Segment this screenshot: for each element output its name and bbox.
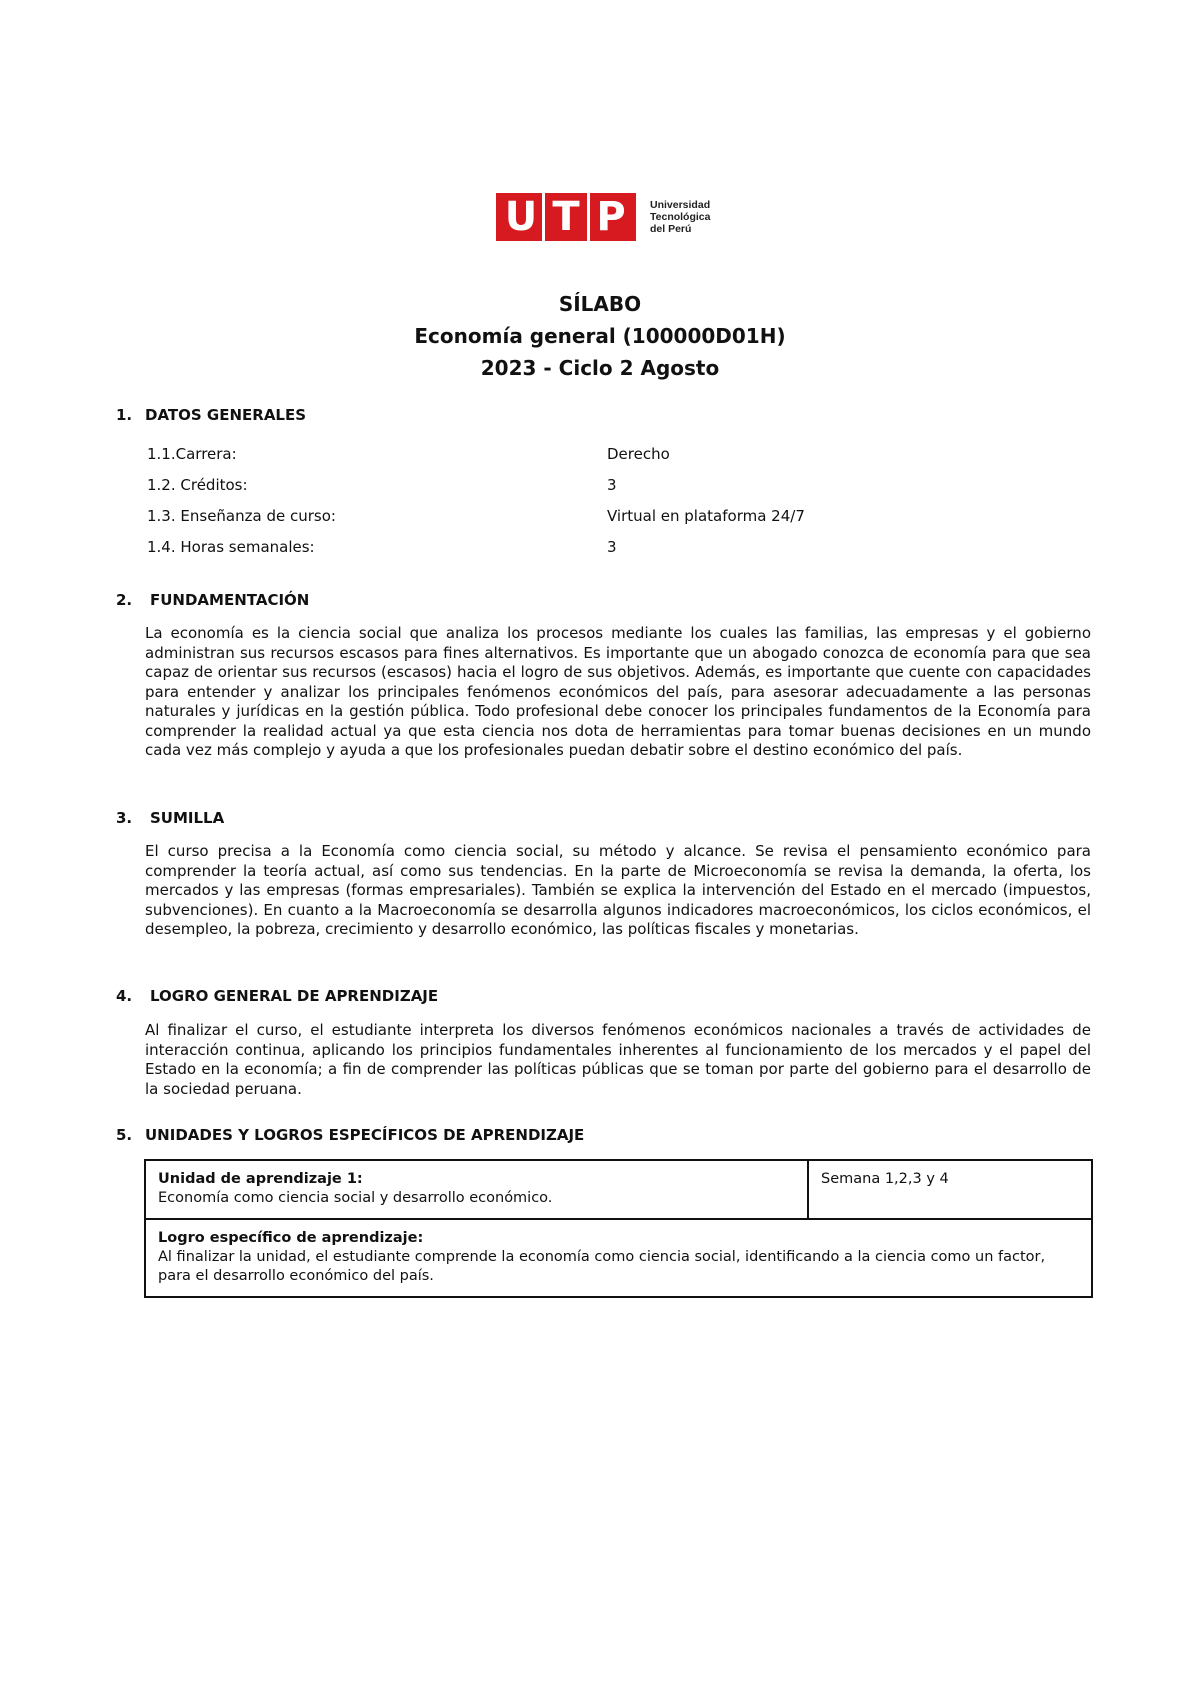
- document-title: SÍLABO: [558, 292, 642, 316]
- section-heading-datos: 1. DATOS GENERALES: [116, 406, 307, 424]
- data-row-carrera: 1.1.Carrera: Derecho: [147, 445, 670, 463]
- course-title: Economía general (100000D01H): [414, 324, 786, 348]
- period-title: 2023 - Ciclo 2 Agosto: [480, 356, 720, 380]
- logo-letter-p: P: [596, 194, 626, 240]
- logro-label: Logro específico de aprendizaje:: [158, 1230, 424, 1246]
- logo-name: Universidad Tecnológica del Perú: [650, 199, 711, 235]
- section-heading-sumilla: 3. SUMILLA: [116, 809, 225, 827]
- units-table: [144, 1159, 1093, 1298]
- unit-label: Unidad de aprendizaje 1:: [158, 1171, 363, 1187]
- section-heading-fundamentacion: 2. FUNDAMENTACIÓN: [116, 591, 310, 609]
- logro-specific-text: Al finalizar la unidad, el estudiante comprende la economía como ciencia social, identificando a la ciencia como un factor, para el desarrollo económico del país.: [158, 1249, 1046, 1284]
- unit-text: Economía como ciencia social y desarrollo económico.: [158, 1190, 553, 1206]
- sumilla-text: El curso precisa a la Economía como ciencia social, su método y alcance. Se revisa el pensamiento económico para comprender la teoría actual, así como sus tendencias. En la parte de Microeconomía se revisa la demanda, la oferta, los mercados y las empresas (formas empresariales). También se explica la intervención del Estado en el mercado (impuestos, subvenciones). En cuanto a la Macroeconomía se desarrolla algunos indicadores macroeconómicos, los ciclos económicos, el desempleo, la pobreza, crecimiento y desarrollo económico, las políticas fiscales y monetarias.: [145, 842, 1091, 938]
- unit-weeks: Semana 1,2,3 y 4: [821, 1171, 949, 1187]
- data-row-creditos: 1.2. Créditos: 3: [147, 476, 617, 494]
- weeks-cell: [808, 1160, 1092, 1219]
- section-heading-logro: 4. LOGRO GENERAL DE APRENDIZAJE: [116, 987, 439, 1005]
- logro-cell: [145, 1219, 1092, 1297]
- fundamentacion-text: La economía es la ciencia social que analiza los procesos mediante los cuales las familias, las empresas y el gobierno administran sus recursos escasos para fines alternativos. Es importante que un abogado conozca de economía para que sea capaz de orientar sus recursos (escasos) hacia el logro de sus objetivos. Además, es importante que cuente con capacidades para entender y analizar los principales fenómenos económicos del país, para asesorar adecuadamente a las personas naturales y jurídicas en la gestión pública. Todo profesional debe conocer los principales fundamentos de la Economía para comprender la realidad actual ya que esta ciencia nos dota de herramientas para tomar buenas decisiones en un mundo cada vez más complejo y ayuda a que los profesionales puedan debatir sobre el destino económico del país.: [145, 624, 1091, 759]
- section-heading-unidades: 5. UNIDADES Y LOGROS ESPECÍFICOS DE APRENDIZAJE: [116, 1126, 585, 1144]
- document-title-block: [0, 288, 1200, 384]
- logo-letter-t: T: [552, 194, 580, 240]
- table-row: [145, 1160, 1092, 1219]
- logro-text: Al finalizar el curso, el estudiante interpreta los diversos fenómenos económicos nacionales a través de actividades de interacción continua, aplicando los principios fundamentales inherentes al funcionamiento de los mercados y el papel del Estado en la economía; a fin de comprender las políticas públicas que se toman por parte del gobierno para el desarrollo de la sociedad peruana.: [145, 1021, 1091, 1098]
- data-row-ensenanza: 1.3. Enseñanza de curso: Virtual en plataforma 24/7: [147, 507, 805, 525]
- utp-logo: [496, 193, 710, 241]
- logo-mark: [496, 193, 636, 241]
- data-row-horas: 1.4. Horas semanales: 3: [147, 538, 617, 556]
- unit-cell: [145, 1160, 808, 1219]
- logo-letter-u: U: [504, 194, 538, 240]
- table-row: [145, 1219, 1092, 1297]
